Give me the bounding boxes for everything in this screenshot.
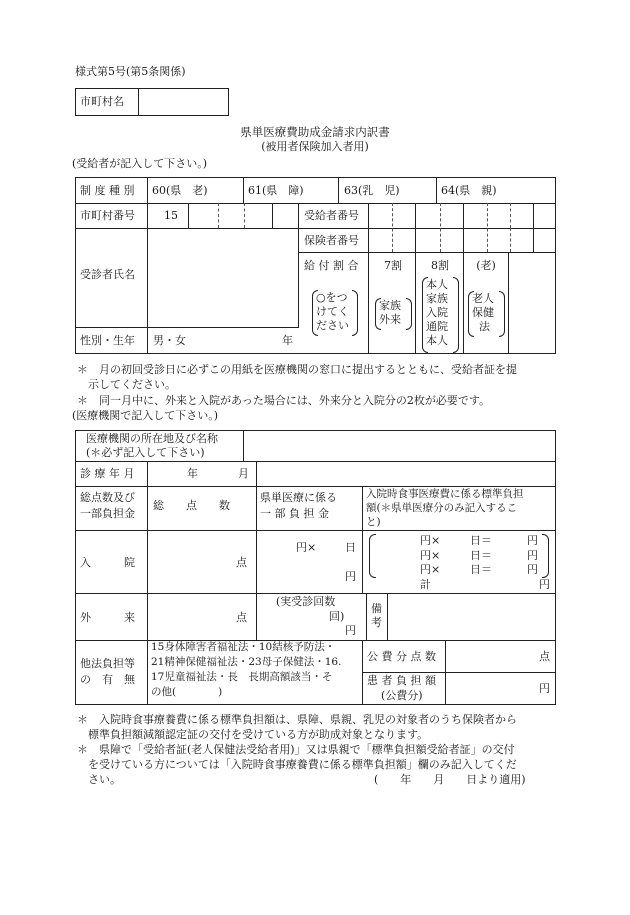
- visit-month-label: 診 療 年 月: [80, 467, 135, 480]
- ratio-8-header: 8割: [431, 259, 449, 272]
- total-points-col-label-1: 総点数及び: [80, 491, 135, 504]
- system-type-code: 60: [152, 184, 166, 197]
- note-4-line-2: を受けている方については「入院時食事療養費に係る標準負担額」欄のみ記入してくだ: [77, 758, 517, 771]
- visit-month-unit: 月: [238, 467, 249, 480]
- system-type-61[interactable]: [248, 184, 304, 198]
- system-type-64[interactable]: [441, 184, 497, 198]
- municipality-label: 市町村名: [80, 95, 124, 108]
- birth-year-suffix: 年: [282, 334, 293, 347]
- inpatient-yen-times: 円×: [296, 541, 317, 554]
- system-type-name: (県 障): [262, 184, 304, 197]
- actual-days-unit: 回): [329, 610, 345, 623]
- system-type-code: 64: [441, 184, 455, 197]
- ratio-7-header: 7割: [384, 259, 402, 272]
- system-type-code: 63: [344, 184, 358, 197]
- note-1-line-2: 示してください。: [77, 378, 176, 391]
- inpatient-day-unit: 日: [345, 541, 356, 554]
- medical-instruction: (医療機関で記入して下さい。): [72, 409, 219, 422]
- ratio-elderly-header: (老): [476, 259, 496, 272]
- municipality-number-prefix: 15: [164, 209, 178, 222]
- meal-label-3: と): [366, 516, 381, 528]
- public-points-label: 公 費 分 点 数: [367, 650, 436, 663]
- ratio-8-line-2[interactable]: 家族: [426, 292, 448, 305]
- ratio-8-line-4[interactable]: 通院: [426, 320, 448, 333]
- ratio-elderly-line-3[interactable]: 法: [479, 320, 490, 333]
- other-law-label-2: の 有 無: [80, 673, 135, 686]
- sex-birth-label: 性別・生年: [80, 334, 135, 347]
- ratio-8-line-5[interactable]: 本人: [426, 334, 448, 347]
- meal-row-2-yen: 円×: [420, 549, 441, 562]
- visit-year-label: 年: [187, 467, 198, 480]
- institution-note: (＊必ず記入して下さい): [86, 446, 205, 459]
- meal-row-3-result: 円: [527, 563, 538, 576]
- other-law-line-1[interactable]: 15身体障害者福祉法・10結核予防法・: [151, 641, 336, 653]
- institution-label: 医療機関の所在地及び名称: [86, 432, 218, 445]
- outpatient-copay-yen: 円: [345, 624, 356, 637]
- patient-burden-label-1: 患 者 負 担 額: [367, 674, 436, 687]
- meal-row-1-result: 円: [527, 534, 538, 547]
- beneficiary-number-label: 受給者番号: [304, 209, 359, 222]
- remarks-label-2: 考: [371, 616, 382, 629]
- meal-row-1-day: 日＝: [470, 534, 492, 547]
- other-law-line-3[interactable]: 17児童福祉法・長 長期高額該当・そ: [151, 671, 333, 683]
- circle-note-3: ださい: [316, 319, 349, 332]
- patient-burden-yen: 円: [539, 682, 550, 695]
- note-2-line-1: ＊ 同一月中に、外来と入院があった場合には、外来分と入院分の2枚が必要です。: [77, 394, 491, 407]
- ratio-8-line-3[interactable]: 入院: [426, 306, 448, 319]
- system-type-name: (県 親): [455, 184, 497, 197]
- insurer-number-label: 保険者番号: [304, 234, 359, 247]
- institution-input[interactable]: [246, 432, 552, 459]
- system-type-name: (県 老): [166, 184, 208, 197]
- copay-label-2: 一 部 負 担 金: [260, 507, 329, 520]
- note-3-line-1: ＊ 入院時食事療養費に係る標準負担額は、県障、県親、乳児の対象者のうち保険者から: [77, 713, 517, 726]
- outpatient-label: 外 来: [80, 611, 135, 624]
- system-type-name: (乳 児): [358, 184, 400, 197]
- meal-row-2-day: 日＝: [470, 549, 492, 562]
- form-title: 県単医療費助成金請求内訳書: [240, 125, 390, 139]
- outpatient-points-unit: 点: [236, 611, 247, 624]
- meal-row-2-result: 円: [527, 549, 538, 562]
- circle-note-2: けてく: [316, 305, 349, 318]
- inpatient-points-unit: 点: [236, 556, 247, 569]
- sex-options[interactable]: 男・女: [153, 334, 186, 347]
- meal-total-label: 計: [420, 578, 431, 591]
- meal-row-1-yen: 円×: [420, 534, 441, 547]
- ratio-elderly-line-2[interactable]: 保健: [472, 306, 494, 319]
- note-4-line-1: ＊ 県障で「受給者証(老人保健法受給者用)」又は県親で「標準負担額受給者証」の交付: [77, 743, 515, 756]
- actual-days-label: (実受診回数: [276, 595, 336, 608]
- patient-burden-label-2: (公費分): [381, 689, 423, 702]
- note-3-line-2: 標準負担額減額認定証の交付を受けている方が助成対象となります。: [77, 728, 429, 741]
- meal-label-2: 額(＊県単医療分のみ記入するこ: [366, 502, 518, 514]
- meal-row-3-day: 日＝: [470, 563, 492, 576]
- inpatient-copay-yen: 円: [345, 570, 356, 583]
- total-points-col-label-2: 一部負担金: [80, 507, 135, 520]
- other-law-line-2[interactable]: 21精神保健福祉法・23母子保健法・16.: [151, 656, 342, 668]
- remarks-label-1: 備: [371, 602, 382, 615]
- system-type-label: 制 度 種 別: [80, 184, 135, 197]
- note-1-line-1: ＊ 月の初回受診日に必ずこの用紙を医療機関の窓口に提出するとともに、受給者証を提: [77, 363, 517, 376]
- public-points-unit: 点: [539, 650, 550, 663]
- note-4-line-3: さい。: [77, 773, 121, 786]
- system-type-code: 61: [248, 184, 262, 197]
- meal-label-1: 入院時食事医療費に係る標準負担: [366, 488, 524, 500]
- recipient-instruction: (受給者が記入して下さい。): [72, 157, 208, 170]
- patient-name-field[interactable]: [150, 230, 296, 325]
- ratio-7-line-2[interactable]: 外来: [379, 313, 401, 326]
- system-type-63[interactable]: [344, 184, 400, 198]
- total-points-label: 総 点 数: [153, 499, 230, 512]
- form-subtitle: (被用者保険加入者用): [261, 140, 369, 153]
- form-number: 様式第5号(第5条関係): [75, 65, 186, 78]
- circle-note-1: ○をつ: [316, 291, 348, 304]
- applied-from: ( 年 月 日より適用): [374, 773, 526, 786]
- meal-total-yen: 円: [539, 578, 550, 591]
- other-law-label-1: 他法負担等: [80, 657, 135, 670]
- ratio-8-line-1[interactable]: 本人: [426, 278, 448, 291]
- remarks-input[interactable]: [390, 596, 552, 637]
- ratio-elderly-line-1[interactable]: 老人: [472, 292, 494, 305]
- ratio-7-line-1[interactable]: 家族: [379, 299, 401, 312]
- patient-name-label: 受診者氏名: [80, 268, 135, 281]
- copay-label-1: 県単医療に係る: [260, 491, 337, 504]
- municipality-number-label: 市町村番号: [80, 209, 135, 222]
- other-law-line-4[interactable]: の他( ): [151, 686, 223, 698]
- meal-row-3-yen: 円×: [420, 563, 441, 576]
- inpatient-label: 入 院: [80, 556, 135, 569]
- benefit-ratio-label: 給 付 割 合: [304, 259, 359, 272]
- system-type-60[interactable]: [152, 184, 208, 198]
